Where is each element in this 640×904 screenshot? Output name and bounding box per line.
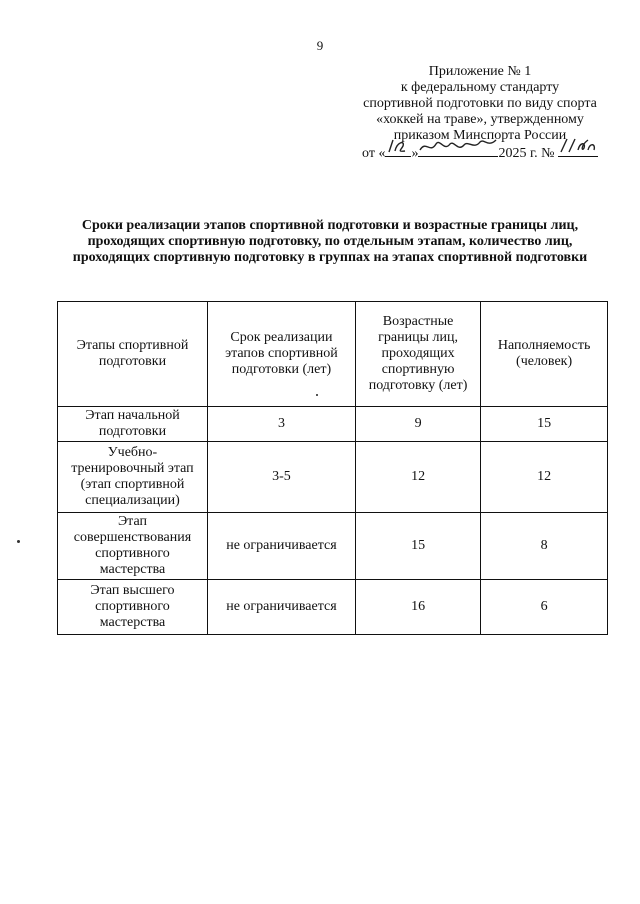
scan-speck <box>316 394 318 396</box>
appendix-line: спортивной подготовки по виду спорта <box>363 96 597 111</box>
appendix-line: Приложение № 1 <box>428 64 532 79</box>
header-occupancy: Наполняемость (человек) <box>481 302 608 407</box>
cell-occupancy: 8 <box>481 513 608 580</box>
cell-stage: Этап высшего спортивного мастерства <box>58 580 208 635</box>
handwritten-month <box>418 144 498 162</box>
header-age-limits: Возрастные границы лиц, проходящих спортивную подготовку (лет) <box>355 302 480 407</box>
order-date-line <box>340 144 620 162</box>
cell-duration: не ограничивается <box>207 513 355 580</box>
cell-duration: не ограничивается <box>207 580 355 635</box>
cell-duration: 3-5 <box>207 442 355 513</box>
scan-speck <box>17 540 20 543</box>
table-row <box>58 407 608 442</box>
cell-occupancy: 6 <box>481 580 608 635</box>
table-row <box>58 513 608 580</box>
header-duration: Срок реализации этапов спортивной подготовки (лет) <box>207 302 355 407</box>
month-signature-icon <box>418 136 498 156</box>
table-header-row <box>58 302 608 407</box>
handwritten-day <box>385 144 411 162</box>
handwritten-order-number <box>558 144 598 162</box>
date-prefix: от « <box>362 146 386 161</box>
page-number: 9 <box>316 38 324 53</box>
cell-stage: Этап совершенствования спортивного мастерства <box>58 513 208 580</box>
appendix-block <box>340 64 620 162</box>
header-stages: Этапы спортивной подготовки <box>58 302 208 407</box>
table-row <box>58 442 608 513</box>
number-signature-icon <box>558 136 598 156</box>
document-title: Сроки реализации этапов спортивной подготовки и возрастные границы лиц, проходящих спортивную подготовку, по отдельным этапам, количество лиц, проходящих спортивную подготовку в группах на этапах спортивной подготовки <box>72 218 588 265</box>
cell-duration: 3 <box>207 407 355 442</box>
cell-occupancy: 12 <box>481 442 608 513</box>
appendix-line: «хоккей на траве», утвержденному <box>376 112 584 127</box>
cell-age: 9 <box>355 407 480 442</box>
table-row <box>58 580 608 635</box>
cell-age: 12 <box>355 442 480 513</box>
date-year: 2025 г. № <box>498 146 555 161</box>
appendix-line: приказом Минспорта России <box>393 128 567 143</box>
cell-age: 16 <box>355 580 480 635</box>
cell-occupancy: 15 <box>481 407 608 442</box>
cell-stage: Учебно-тренировочный этап (этап спортивной специализации) <box>58 442 208 513</box>
cell-age: 15 <box>355 513 480 580</box>
stages-table <box>57 301 608 635</box>
appendix-line: к федеральному стандарту <box>400 80 560 95</box>
date-mid: » <box>411 146 419 161</box>
cell-stage: Этап начальной подготовки <box>58 407 208 442</box>
day-signature-icon <box>385 136 411 156</box>
